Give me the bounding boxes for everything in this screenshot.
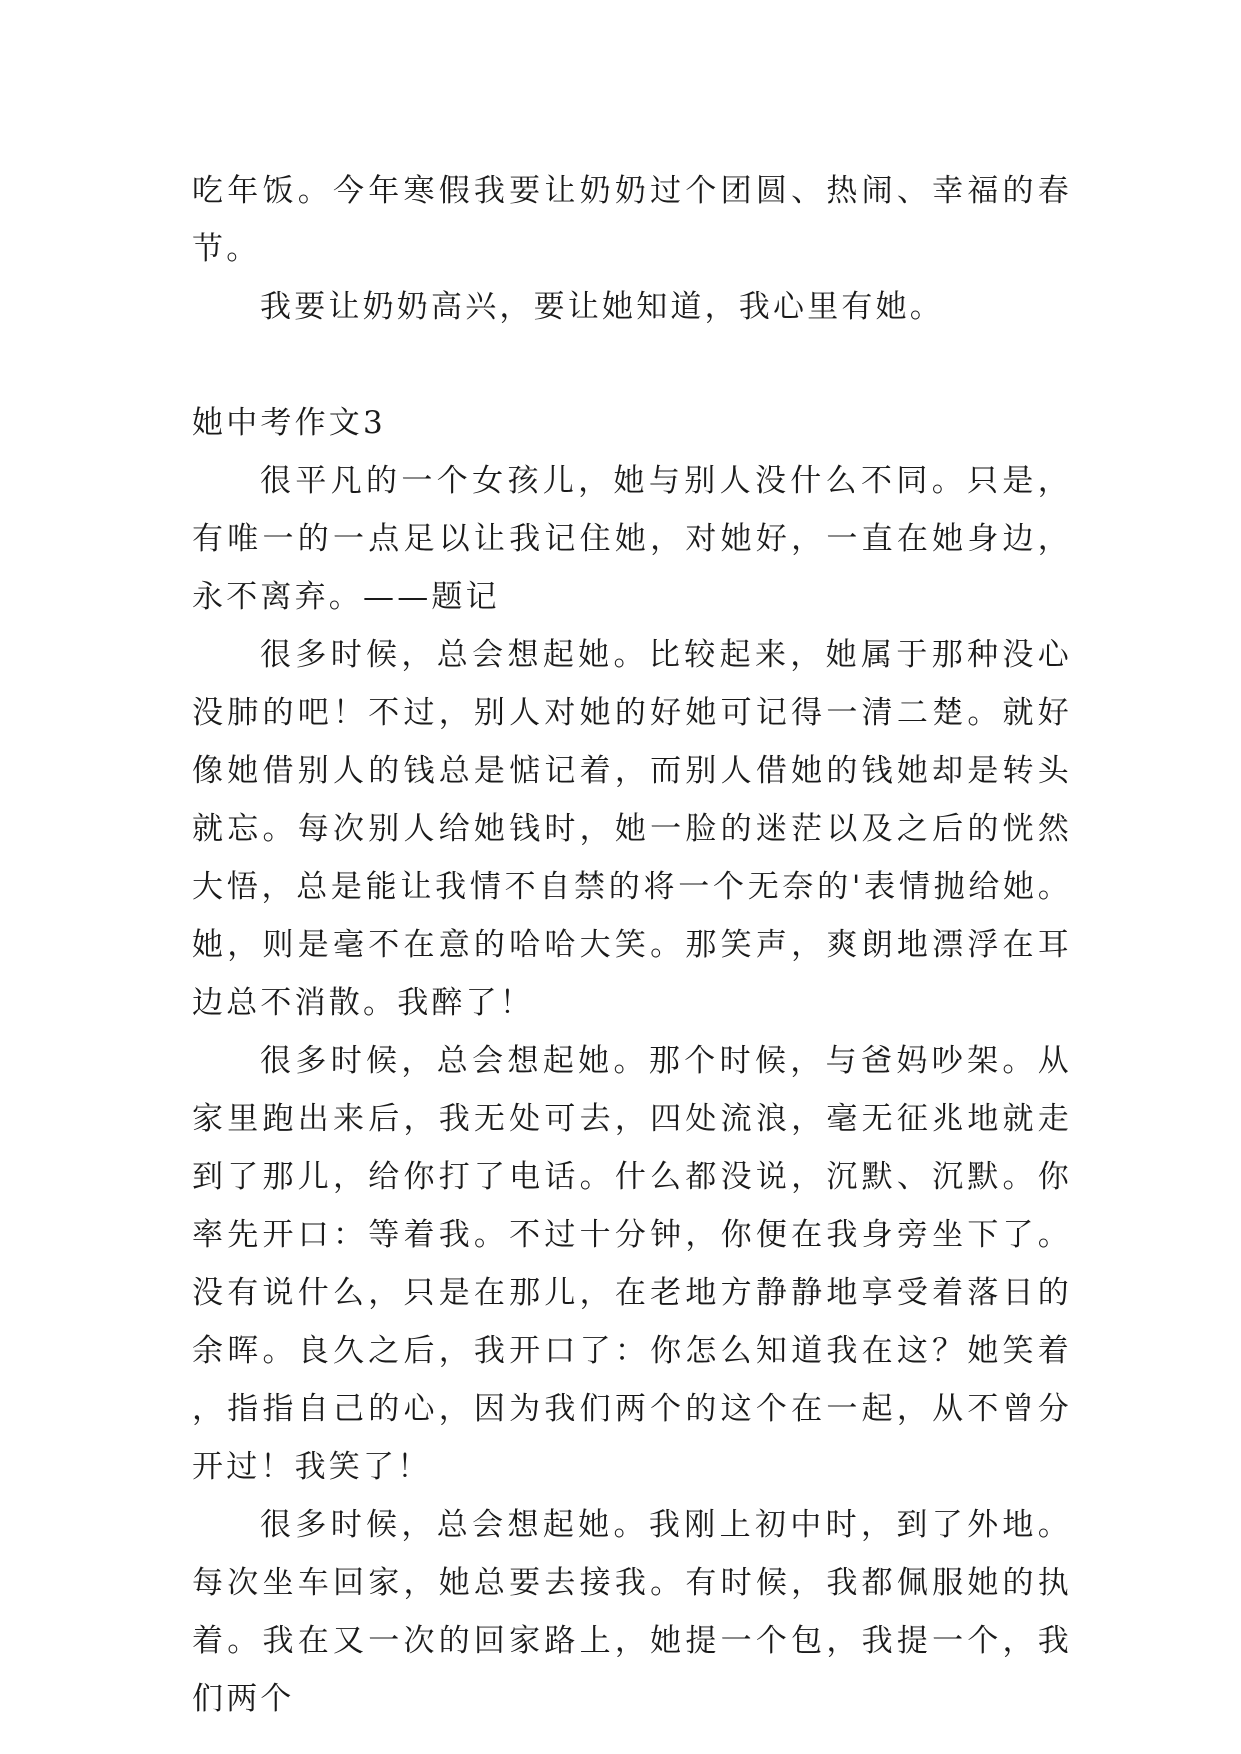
paragraph: 很多时候，总会想起她。那个时候，与爸妈吵架。从家里跑出来后，我无处可去，四处流浪，毫无征兆地就走到了那儿，给你打了电话。什么都没说，沉默、沉默。你率先开口：等着我。不过十分钟，你便在我身旁坐下了。没有说什么，只是在那儿，在老地方静静地享受着落日的余晖。良久之后，我开口了：你怎么知道我在这？她笑着，指指自己的心，因为我们两个的这个在一起，从不曾分开过！我笑了！: [192, 1043, 1072, 1485]
paragraph: 很多时候，总会想起她。比较起来，她属于那种没心没肺的吧！不过，别人对她的好她可记得一清二楚。就好像她借别人的钱总是惦记着，而别人借她的钱她却是转头就忘。每次别人给她钱时，她一脸的迷茫以及之后的恍然大悟，总是能让我情不自禁的将一个无奈的'表情抛给她。她，则是毫不在意的哈哈大笑。那笑声，爽朗地漂浮在耳边总不消散。我醉了！: [192, 637, 1072, 1021]
paragraph-epigraph: 很平凡的一个女孩儿，她与别人没什么不同。只是，有唯一的一点足以让我记住她，对她好，一直在她身边，永不离弃。——题记: [192, 463, 1072, 615]
paragraph-continuation: 吃年饭。今年寒假我要让奶奶过个团圆、热闹、幸福的春节。: [192, 173, 1072, 267]
section-title: 她中考作文3: [192, 405, 386, 441]
paragraph: 我要让奶奶高兴，要让她知道，我心里有她。: [260, 289, 944, 325]
paragraph: 很多时候，总会想起她。我刚上初中时，到了外地。每次坐车回家，她总要去接我。有时候，我都佩服她的执着。我在又一次的回家路上，她提一个包，我提一个，我们两个: [192, 1507, 1072, 1717]
document-body: [192, 162, 1072, 1728]
